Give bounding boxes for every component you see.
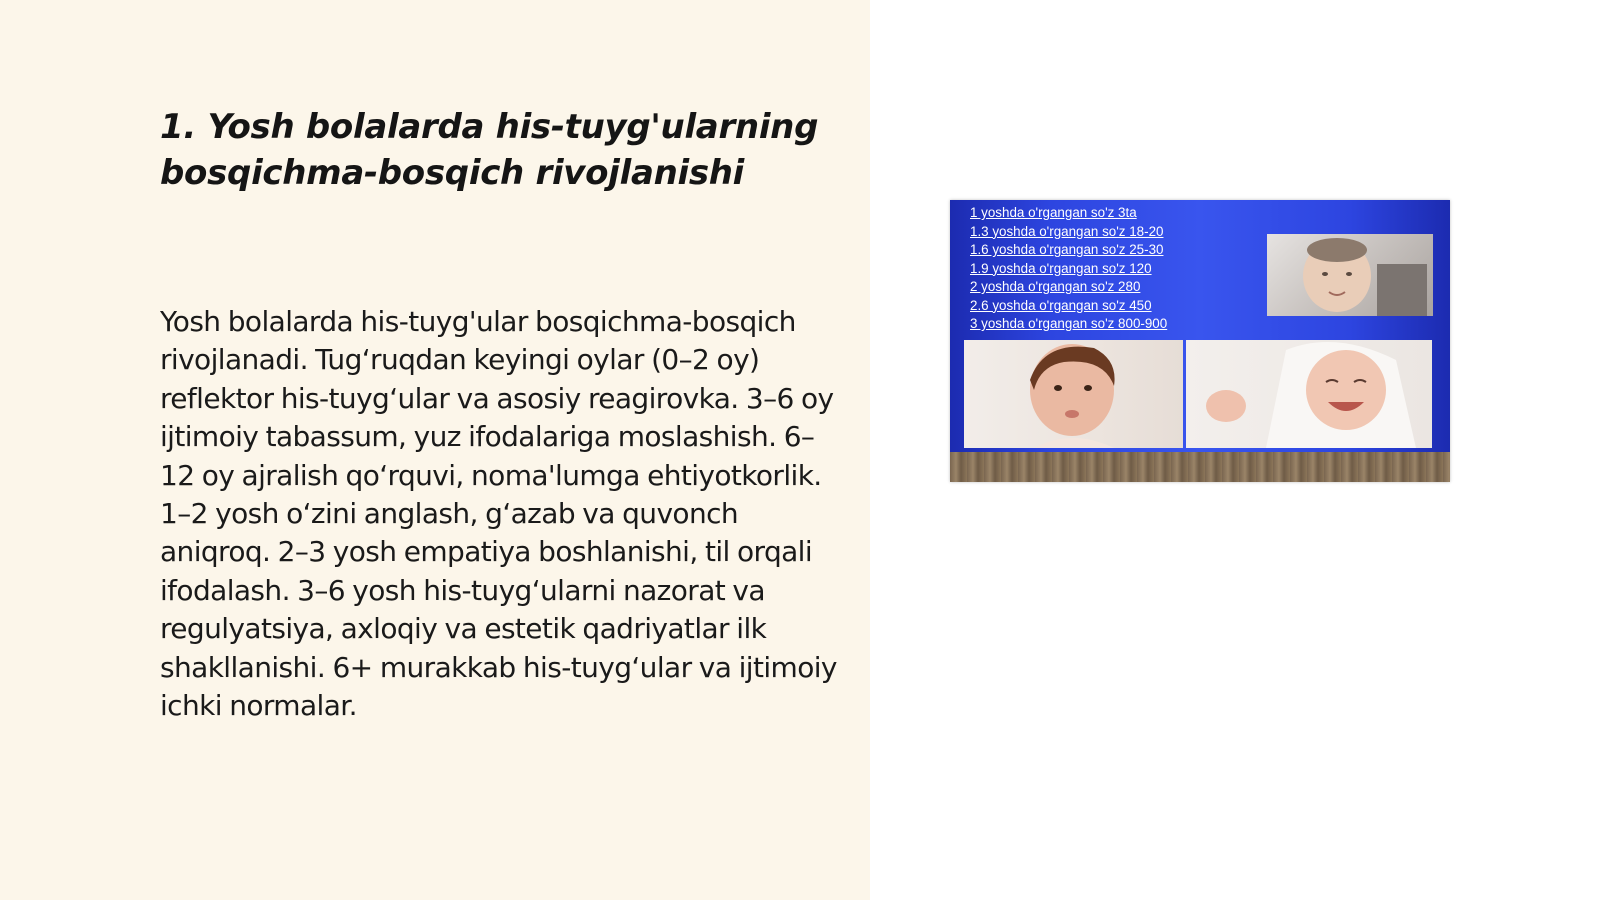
smiling-baby-illustration	[1186, 340, 1432, 448]
slide-title: 1. Yosh bolalarda his-tuyg'ularning bosqichma-bosqich rivojlanishi	[160, 107, 819, 193]
baby-photo-left	[964, 340, 1183, 448]
vocabulary-line: 2 yoshda o'rgangan so'z 280	[970, 279, 1141, 294]
vocabulary-line: 1 yoshda o'rgangan so'z 3ta	[970, 205, 1137, 220]
wooden-floor-strip	[950, 452, 1450, 482]
baby-portrait-illustration	[964, 340, 1183, 448]
vocabulary-list	[970, 204, 1167, 334]
vocabulary-line: 1.6 yoshda o'rgangan so'z 25-30	[970, 242, 1164, 257]
baby-photo-right	[1186, 340, 1432, 448]
vocabulary-growth-image	[950, 200, 1450, 482]
baby-photo-top	[1267, 234, 1433, 316]
slide-body-text: Yosh bolalarda his-tuyg'ular bosqichma-bosqich rivojlanadi. Tug‘ruqdan keyingi oylar (0–2 oy) reflektor his-tuyg‘ular va asosiy reagirovka. 3–6 oy ijtimoiy tabassum, yuz ifodalariga moslashish. 6–12 oy ajralish qo‘rquvi, noma'lumga ehtiyotkorlik. 1–2 yosh o‘zini anglash, g‘azab va quvonch aniqroq. 2–3 yosh empatiya boshlanishi, til orqali ifodalash. 3–6 yosh his-tuyg‘ularni nazorat va regulyatsiya, axloqiy va estetik qadriyatlar ilk shakllanishi. 6+ murakkab his-tuyg‘ular va ijtimoiy ichki normalar.	[160, 305, 837, 723]
vocabulary-line: 1.3 yoshda o'rgangan so'z 18-20	[970, 223, 1164, 239]
vocabulary-line: 3 yoshda o'rgangan so'z 800-900	[970, 316, 1168, 331]
baby-face-illustration	[1267, 234, 1433, 316]
vocabulary-line: 2.6 yoshda o'rgangan so'z 450	[970, 297, 1152, 313]
vocabulary-line: 1.9 yoshda o'rgangan so'z 120	[970, 260, 1152, 276]
